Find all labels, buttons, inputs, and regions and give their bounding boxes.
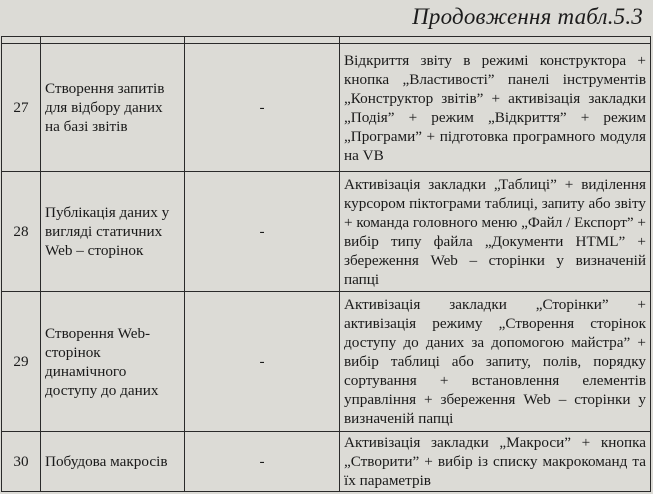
row-name: Створення запитів для відбору даних на базі звітів xyxy=(41,44,185,172)
row-value: - xyxy=(185,432,340,492)
row-name: Створення Web-сторінок динамічного доступу до даних xyxy=(41,292,185,432)
row-description: Активізація закладки „Сторінки” + активізація режиму „Створення сторінок доступу до даних за допомогою майстра” + вибір таблиці або запиту, полів, порядку сортування + встановлення елементів управління + збереження Web – сторінки у визначеній папці xyxy=(340,292,651,432)
table-row-30 xyxy=(2,432,651,492)
row-number: 27 xyxy=(2,44,41,172)
row-value: - xyxy=(185,172,340,292)
row-name: Побудова макросів xyxy=(41,432,185,492)
row-description: Активізація закладки „Таблиці” + виділення курсором піктограми таблиці, запиту або звіту + команда головного меню „Файл / Експорт” + вибір типу файла „Документи HTML” + збереження Web – сторінки у визначеній папці xyxy=(340,172,651,292)
table-row-28 xyxy=(2,172,651,292)
row-number: 29 xyxy=(2,292,41,432)
table-header-stub xyxy=(2,37,651,44)
table-row-29 xyxy=(2,292,651,432)
row-value: - xyxy=(185,292,340,432)
row-description: Активізація закладки „Макроси” + кнопка „Створити” + вибір із списку макрокоманд та їх параметрів xyxy=(340,432,651,492)
row-number: 28 xyxy=(2,172,41,292)
table-row-27 xyxy=(2,44,651,172)
row-number: 30 xyxy=(2,432,41,492)
row-description: Відкриття звіту в режимі конструктора + кнопка „Властивості” панелі інструментів „Конструктор звітів” + активізація закладки „Подія” + режим „Відкриття” + режим „Програми” + підготовка програмного модуля на VB xyxy=(340,44,651,172)
row-name: Публікація даних у вигляді статичних Web – сторінок xyxy=(41,172,185,292)
row-value: - xyxy=(185,44,340,172)
table-continuation-heading: Продовження табл.5.3 xyxy=(412,4,643,29)
operations-table xyxy=(1,36,651,492)
